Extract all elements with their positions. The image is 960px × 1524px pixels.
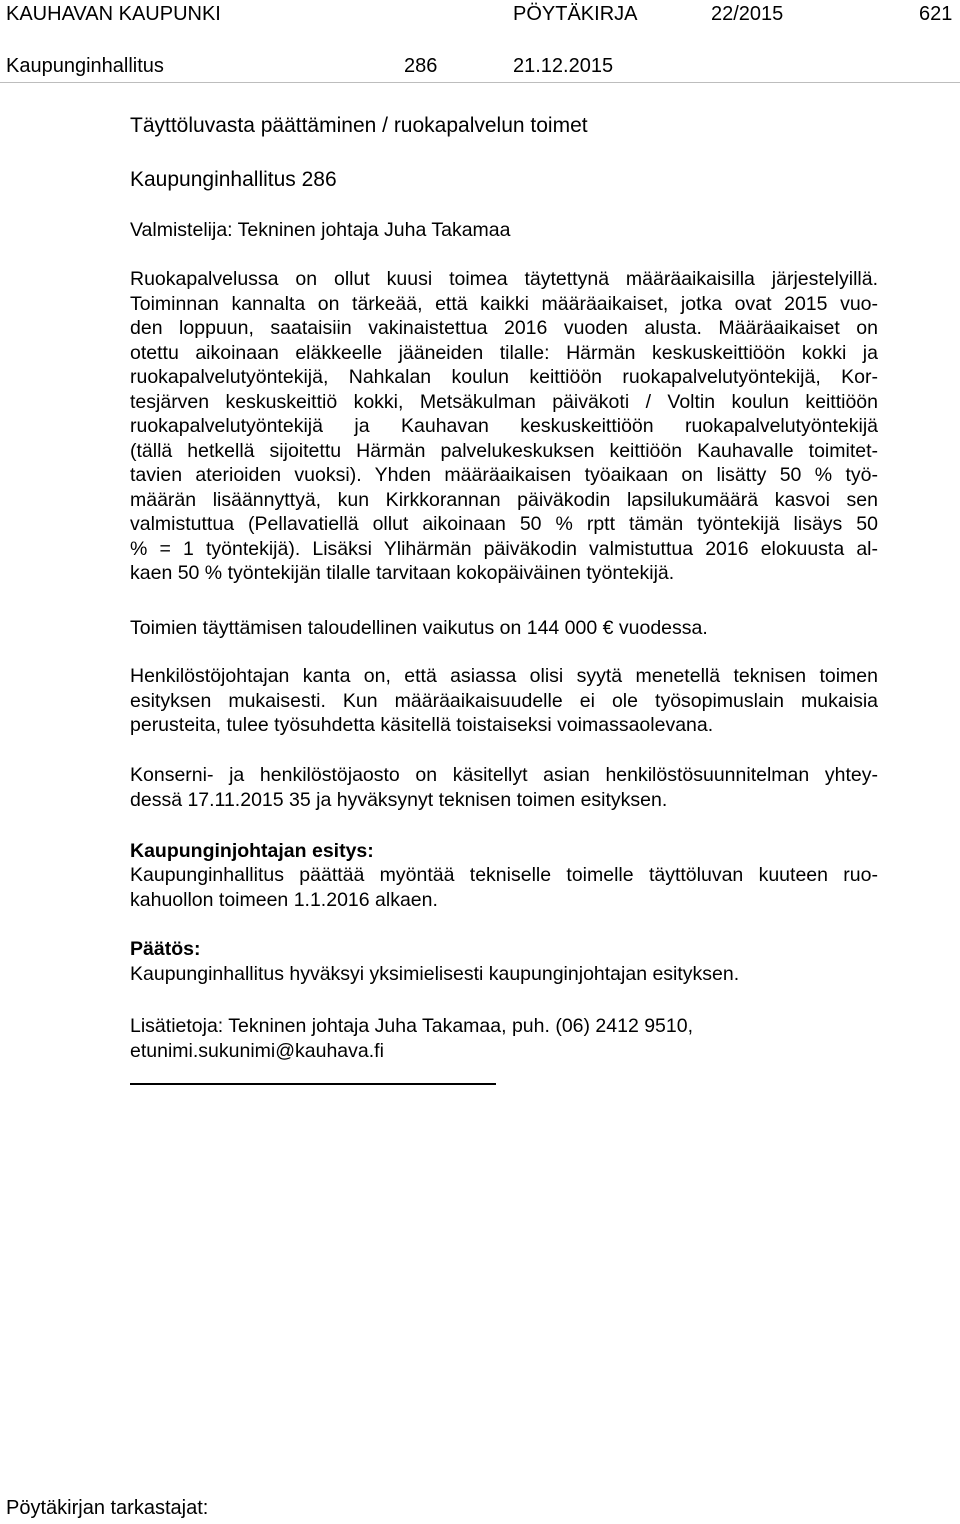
paragraph-committee	[130, 763, 878, 812]
text-line: Henkilöstöjohtajan kanta on, että asiassa olisi syytä menetellä teknisen toimen	[130, 665, 878, 687]
body-section-heading: Kaupunginhallitus 286	[130, 168, 337, 191]
meeting-date: 21.12.2015	[513, 55, 614, 77]
contact-info	[130, 1014, 878, 1063]
meeting-body: Kaupunginhallitus	[6, 55, 164, 77]
paragraph-financial-impact: Toimien täyttämisen taloudellinen vaikutus on 144 000 € vuodessa.	[130, 617, 708, 639]
text-line: otettu aikoinaan eläkkeelle jääneiden tilalle: Härmän keskuskeittiöön kokki ja	[130, 341, 878, 364]
text-line: tesjärven keskuskeittiö kokki, Metsäkulman päiväkoti / Voltin koulun keittiöön	[130, 390, 878, 413]
proposal-text	[130, 863, 878, 912]
text-line: ruokapalvelutyöntekijä ja Kauhavan keskuskeittiöön ruokapalvelutyöntekijä	[130, 415, 878, 437]
organization-name: KAUHAVAN KAUPUNKI	[6, 3, 221, 25]
decision-heading: Päätös:	[130, 938, 201, 960]
text-line: Lisätietoja: Tekninen johtaja Juha Takamaa, puh. (06) 2412 9510,	[130, 1015, 694, 1037]
text-line: perusteita, tulee työsuhdetta käsitellä toistaiseksi voimassaolevana.	[130, 714, 714, 736]
text-line: valmistuttua (Pellavatiellä ollut aikoinaan 50 % rptt tämän työntekijä lisäys 50	[130, 513, 878, 535]
document-number: 22/2015	[711, 3, 784, 25]
text-line: esityksen mukaisesti. Kun määräaikaisuudelle ei ole työsopimuslain mukaisia	[130, 689, 878, 712]
text-line: den loppuun, saataisiin vakinaistettua 2016 vuoden alusta. Määräaikaiset on	[130, 317, 878, 339]
text-line: dessä 17.11.2015 35 ja hyväksynyt teknisen toimen esityksen.	[130, 788, 668, 811]
text-line: määrän lisäännyttyä, kun Kirkkorannan päiväkodin lapsilukumäärä kasvoi sen	[130, 488, 878, 511]
text-line: % = 1 työntekijä). Lisäksi Ylihärmän päiväkodin valmistuttua 2016 elokuusta al-	[130, 537, 878, 560]
contact-email: etunimi.sukunimi@kauhava.fi	[130, 1039, 384, 1062]
decision-text: Kaupunginhallitus hyväksyi yksimielisesti kaupunginjohtajan esityksen.	[130, 963, 740, 985]
header-divider	[0, 82, 960, 83]
section-number: 286	[404, 55, 438, 77]
paragraph-hr-statement	[130, 664, 878, 738]
text-line: (tällä hetkellä sijoitettu Härmän palvelukeskuksen keittiöön Kauhavalle toimitet-	[130, 439, 878, 462]
text-line: Toiminnan kannalta on tärkeää, että kaikki määräaikaiset, jotka ovat 2015 vuo-	[130, 292, 878, 315]
page-number: 621	[919, 3, 953, 25]
text-line: kahuollon toimeen 1.1.2016 alkaen.	[130, 888, 438, 911]
footer-reviewers-label: Pöytäkirjan tarkastajat:	[6, 1497, 209, 1519]
document-type: PÖYTÄKIRJA	[513, 3, 638, 25]
paragraph-background	[130, 267, 878, 586]
item-title: Täyttöluvasta päättäminen / ruokapalvelun toimet	[130, 114, 588, 137]
text-line: Konserni- ja henkilöstöjaosto on käsitellyt asian henkilöstösuunnitelman yhtey-	[130, 764, 878, 786]
text-line: Kaupunginhallitus päättää myöntää tekniselle toimelle täyttöluvan kuuteen ruo-	[130, 864, 878, 886]
text-line: kaen 50 % työntekijän tilalle tarvitaan kokopäiväinen työntekijä.	[130, 562, 675, 584]
preparer-line: Valmistelija: Tekninen johtaja Juha Takamaa	[130, 219, 511, 241]
text-line: ruokapalvelutyöntekijä, Nahkalan koulun keittiöön ruokapalvelutyöntekijä, Kor-	[130, 366, 878, 388]
signature-line	[130, 1083, 496, 1085]
text-line: tavien aterioiden vuoksi). Yhden määräaikaisen työaikaan on lisätty 50 % työ-	[130, 464, 878, 486]
text-line: Ruokapalvelussa on ollut kuusi toimea täytettynä määräaikaisilla järjestelyillä.	[130, 268, 878, 290]
proposal-heading: Kaupunginjohtajan esitys:	[130, 840, 374, 862]
